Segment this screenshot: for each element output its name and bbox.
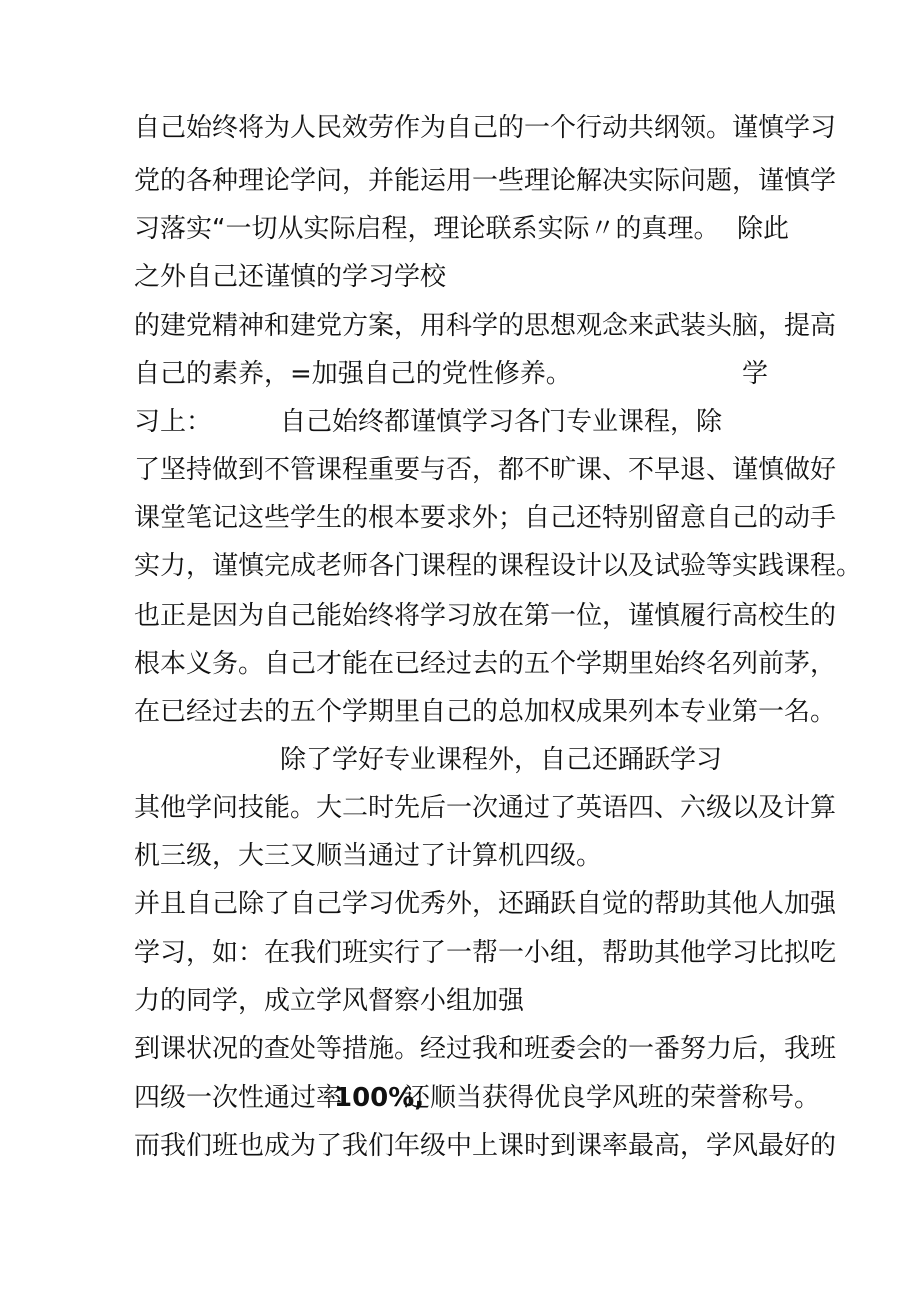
text-line-20: 到课状况的查处等措施。经过我和班委会的一番努力后，我班 [134,1034,837,1064]
text-line-4: 之外自己还谨慎的学习学校 [134,262,447,292]
text-line-6: 自己的素养，=加强自己的党性修养。 [134,359,572,389]
text-line-2: 党的各种理论学问，并能运用一些理论解决实际问题，谨慎学 [134,166,837,196]
text-line-7-tail: 自己始终都谨慎学习各门专业课程，除 [280,407,723,437]
text-line-7: 习上： [134,407,213,437]
text-line-13: 在已经过去的五个学期里自己的总加权成果列本专业第一名。 [134,697,837,727]
text-line-12: 根本义务。自己才能在已经过去的五个学期里始终名列前茅， [134,649,837,679]
text-line-14: 除了学好专业课程外，自己还踊跃学习 [280,745,723,775]
text-line-21-start: 四级一次性通过率 [134,1083,343,1113]
text-line-15: 其他学问技能。大二时先后一次通过了英语四、六级以及计算 [134,793,837,823]
text-line-10: 实力，谨慎完成老师各门课程的课程设计以及试验等实践课程。 [134,551,863,581]
pass-rate-value: 100%, [334,1083,425,1113]
text-line-19: 力的同学，成立学风督察小组加强 [134,986,525,1016]
text-line-3: 习落实“一切从实际启程，理论联系实际〃的真理。 [134,214,720,244]
text-line-18: 学习，如：在我们班实行了一帮一小组，帮助其他学习比拟吃 [134,938,837,968]
text-line-3-tail: 除此 [737,214,790,244]
text-line-6-tail: 学 [742,359,769,389]
text-line-16: 机三级，大三又顺当通过了计算机四级。 [134,841,603,871]
text-line-11: 也正是因为自己能始终将学习放在第一位，谨慎履行高校生的 [134,601,837,631]
text-line-5: 的建党精神和建党方案，用科学的思想观念来武装头脑，提高 [134,311,837,341]
text-line-9: 课堂笔记这些学生的根本要求外；自己还特别留意自己的动手 [134,503,837,533]
text-line-8: 了坚持做到不管课程重要与否，都不旷课、不早退、谨慎做好 [134,455,837,485]
text-line-21-end: 还顺当获得优良学风班的荣誉称号。 [404,1083,821,1113]
text-line-1: 自己始终将为人民效劳作为自己的一个行动共纲领。谨慎学习 [134,113,837,143]
text-line-17: 并且自己除了自己学习优秀外，还踊跃自觉的帮助其他人加强 [134,889,837,919]
text-line-22: 而我们班也成为了我们年级中上课时到课率最高，学风最好的 [134,1131,837,1161]
